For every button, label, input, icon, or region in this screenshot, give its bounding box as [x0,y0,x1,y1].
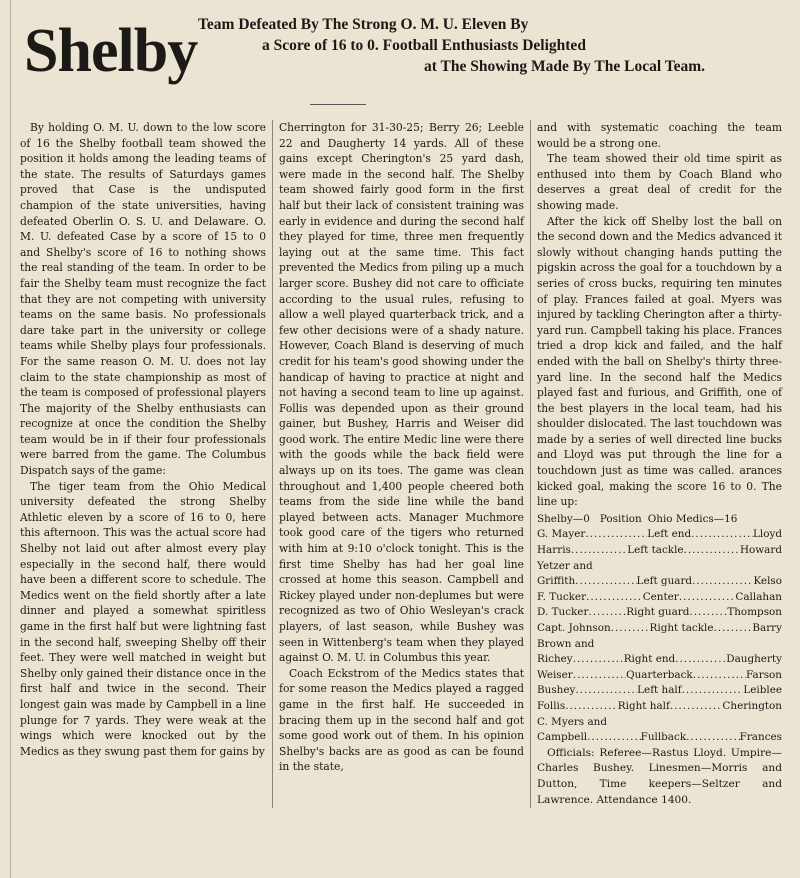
paragraph: The tiger team from the Ohio Medical university defeated the strong Shelby Athletic eleven by a score of 16 to 0, here this afternoon. This was the actual score had Shelby not laid out after almost every play especially in the second half, there would have been a different score to schedule. The Medics went on the field shortly after a late dinner and played a somewhat spiritless game in the first half but were lightning fast in the second half, sweeping Shelby off their feet. They were well matched in weight but Shelby only gained their distance once in the first half and twice in the second. Their longest gain was made by Campbell in a line plunge for 7 yards. They were weak at the wings which were knocked out by the Medics as they swung past them for gains by [20,479,266,758]
lineup-row [537,543,782,559]
lineup-header [537,512,782,528]
leader-dots [611,621,650,637]
lineup-medics-player: Frances [739,731,782,744]
leader-dots [692,574,753,590]
page-edge-strip [0,0,11,878]
lineup-medics-player: Leiblee [743,684,782,697]
lineup-position: Fullback [640,731,687,744]
leader-dots [675,652,726,668]
officials: Officials: Referee—Rastus Lloyd. Umpire—Charles Bushey. Linesmen—Morris and Dutton, Time keepers—Seltzer and Lawrence. Attendance 1400. [537,746,782,806]
lineup-row [537,574,782,590]
lineup-row [537,668,782,684]
leader-dots [679,590,736,606]
lineup-row [537,527,782,543]
leader-dots [588,605,626,621]
leader-dots [585,527,647,543]
leader-dots [586,590,643,606]
lineup-medics-player: Lloyd [752,528,782,541]
lineup-header-position: Position [599,512,642,525]
deck-line-2: a Score of 16 to 0. Football Enthusiasts Delighted [262,37,586,54]
leader-dots [587,730,641,746]
leader-dots [686,730,740,746]
article-header [14,0,796,118]
lineup-shelby-player: Follis [537,699,566,712]
leader-dots [689,605,727,621]
lineup-shelby-player: F. Tucker [537,590,587,603]
lineup-shelby-player: Weiser [537,668,573,681]
leader-dots [682,683,744,699]
lineup-shelby-player: Griffith [537,575,576,588]
article-columns [14,120,796,808]
lineup-position: Right end [623,653,676,666]
paragraph: By holding O. M. U. down to the low score of 16 the Shelby football team showed the position it holds among the leading teams of the state. The results of Saturdays games proved that Case is the undisputed champion of the state universities, having defeated Oberlin O. S. U. and Delaware. O. M. U. defeated Case by a score of 15 to 0 and Shelby's score of 16 to nothing shows the real standing of the team. In order to be fair the Shelby team must recognize the fact that they are not competing with university teams on the same basis. No professionals dare take part in the university or college teams while Shelby plays four professionals. For the same reason O. M. U. does not lay claim to the state championship as most of the team is composed of professional players The majority of the Shelby enthusiasts can recognize at once the condition the Shelby team would be in if their four professionals were barred from the game. The Columbus Dispatch says of the game: [20,121,266,478]
lineup-shelby-player: Capt. Johnson [537,622,611,634]
lineup-shelby-player: Bushey [537,684,576,697]
lineup-header-right: Ohio Medics—16 [647,512,738,525]
leader-dots [575,574,636,590]
leader-dots [565,699,618,715]
leader-dots [713,621,752,637]
deck-line-3: at The Showing Made By The Local Team. [424,58,706,75]
lineup-medics-player: Farson [746,668,782,681]
header-rule [310,104,366,105]
lineup-note: Brown and [537,637,595,650]
leader-dots [684,543,740,559]
leader-dots [575,683,637,699]
leader-dots [573,668,626,684]
paragraph: Cherrington for 31-30-25; Berry 26; Leeble 22 and Daugherty 14 yards. All of these gains except Cherington's 25 yard dash, were made in the second half. The Shelby team showed fairly good form in the first half but their lack of consistent training was early in evidence and during the second half they played for time, three men frequently laying out at the same time. This fact prevented the Medics from piling up a much larger score. Bushey did not care to officiate according to the usual rules, refusing to allow a well played quarterback trick, and a few other decisions were of a shady nature. However, Coach Bland is deserving of much credit for his team's good showing under the handicap of having to practice at night and not having a second team to line up against. Follis was depended upon as their ground gainer, but Bushey, Harris and Weiser did good work. The entire Medic line were there with the goods while the back field were always up on its toes. The game was clean throughout and 1,400 people cheered both teams from the side line while the band played between acts. Manager Muchmore took good care of the tigers who returned with him at 9:10 o'clock tonight. This is the first time Shelby has had her goal line crossed at home this season. Campbell and Rickey played under non-deplumes but were recognized as two of Ohio Wesleyan's crack players, of last season, while Bushey was seen in Wittenberg's team when they played against O. M. U. in Columbus this year. [279,121,524,665]
lineup-medics-player: Cherington [722,699,782,712]
paragraph: and with systematic coaching the team would be a strong one. [537,121,782,150]
lineup-medics-player: Thompson [727,606,782,619]
column-2 [272,120,530,808]
lineup-position: Right guard [626,606,690,619]
paragraph: The team showed their old time spirit as enthused into them by Coach Bland who deserves a great deal of credit for the showing made. [537,152,782,212]
column-3 [530,120,788,808]
lineup-row [537,590,782,606]
lineup-header-left: Shelby—0 [537,512,590,525]
deck-line-1: Team Defeated By The Strong O. M. U. Eleven By [198,16,529,33]
lineup-note: C. Myers and [537,715,607,728]
lineup-shelby-player: G. Mayer [537,528,586,541]
lineup-shelby-player: Campbell [537,731,588,744]
column-1 [14,120,272,808]
leader-dots [670,699,723,715]
headline: Shelby [24,17,198,85]
lineup-row [537,621,782,637]
lineup-position: Right half [617,699,670,712]
lineup-position: Center [642,590,679,603]
leader-dots [573,652,624,668]
lineup-medics-player: Callahan [735,590,782,603]
lineup-row [537,652,782,668]
paragraph: After the kick off Shelby lost the ball on the second down and the Medics advanced it slowly without changing hands putting the pigskin across the goal for a touchdown by a series of cross bucks, requiring ten minutes of play. Frances failed at goal. Myers was injured by tackling Cherington after a thirty-yard run. Campbell taking his place. Frances tried a drop kick and failed, and the half ended with the ball on Shelby's thirty three-yard line. In the second half the Medics played fast and furious, and Griffith, one of the best players in the local team, had his shoulder dislocated. The last touchdown was made by a series of well directed line bucks and Lloyd was put through the line for a touchdown just as time was called. arances kicked goal, making the score 16 to 0. The line up: [537,214,782,509]
paragraph: Coach Eckstrom of the Medics states that for some reason the Medics played a ragged game in the first half. He succeeded in bracing them up in the second half and got some good work out of them. In his opinion Shelby's backs are as good as can be found in the state, [279,666,524,774]
leader-dots [571,543,627,559]
lineup-position: Left tackle [627,544,684,557]
lineup-position: Quarterback [626,668,693,681]
lineup-medics-player: Daugherty [726,653,782,666]
lineup-position: Right tackle [649,622,714,634]
lineup-row [537,699,782,715]
lineup-row [537,605,782,621]
lineup-table [537,512,782,746]
leader-dots [693,668,746,684]
lineup-row [537,730,782,746]
lineup-medics-player: Kelso [753,575,782,588]
lineup-note: Yetzer and [537,559,593,572]
lineup-medics-player: Barry [752,622,782,634]
lineup-shelby-player: D. Tucker [537,606,589,619]
lineup-medics-player: Howard [739,544,782,557]
lineup-position: Left end [647,528,692,541]
deck [192,14,792,77]
lineup-shelby-player: Richey [537,653,573,666]
lineup-shelby-player: Harris [537,544,571,557]
lineup-row [537,683,782,699]
lineup-position: Left half [637,684,682,697]
leader-dots [691,527,753,543]
lineup-position: Left guard [636,575,693,588]
